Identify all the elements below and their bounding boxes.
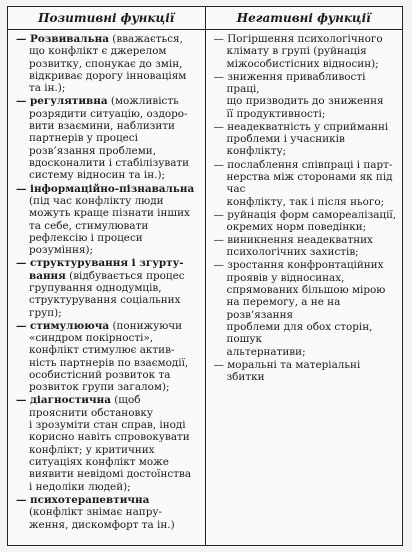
table-body <box>8 29 402 545</box>
negative-list <box>214 33 398 383</box>
list-item: — неадекватність у сприйманні проблеми і учасників конфлікту; <box>213 120 389 158</box>
functions-table <box>7 6 403 546</box>
list-item: — інформаційно-пізнавальна (під час конфлікту люди можуть краще пізнати інших та себе, стимулювати рефлексію і процеси розуміння); <box>16 182 195 257</box>
list-item: — зростання конфронтаційних проявів у відносинах, спрямованих більшою мірою на перемогу, а не на розв’язання проблеми для обох сторін, пошук альтернативи; <box>213 259 386 358</box>
list-item: — руйнація форм самореалізації, окремих норм поведінки; <box>213 208 397 233</box>
positive-column <box>8 29 206 545</box>
list-item: — виникнення неадекватних психологічних захистів; <box>213 233 373 259</box>
negative-column <box>206 29 403 545</box>
list-item: — послаблення співпраці і парт- нерства між сторонами як під час конфлікту, так і після нього; <box>213 158 393 208</box>
list-item: — Погіршення психологічного клімату в групі (руйнація міжособистісних відносин); <box>213 33 383 70</box>
positive-list <box>16 33 200 531</box>
list-item: — моральні та матеріальні збитки <box>213 358 361 384</box>
list-item: — зниження привабливості праці, що призводить до зниження її продуктивності; <box>213 70 384 120</box>
table-header <box>8 7 402 30</box>
header-negative: Негативні функції <box>236 11 371 25</box>
list-item: — діагностична (щоб прояснити обстановку і зрозуміти стан справ, іноді корисно навіть спровокувати конфлікт; у критичних ситуаціях конфлікт може виявити невідомі достоїнства і недоліки людей); <box>16 394 192 493</box>
header-positive: Позитивні функції <box>8 7 206 29</box>
list-item: — структурування і згурту- вання (відбувається процес групування однодумців, структурування соціальних груп); <box>16 257 185 319</box>
list-item: — регулятивна (можливість розрядити ситуацію, оздоро- вити взаємини, наблизити партнерів у процесі розв’язання проблеми, вдосконалити і стабілізувати систему відносин та ін.); <box>16 95 190 182</box>
list-item: — стимулююча (понижуючи «синдром покірності», конфлікт стимулює актив- ність партнерів по взаємодії, особистісний розвиток та розвиток групи загалом); <box>16 319 189 394</box>
list-item: — Розвивальна (вважається, що конфлікт є джерелом розвитку, спонукає до змін, відкриває дорогу інноваціям та ін.); <box>16 33 187 95</box>
list-item: — психотерапевтична (конфлікт знімає напру- ження, дискомфорт та ін.) <box>16 493 175 531</box>
